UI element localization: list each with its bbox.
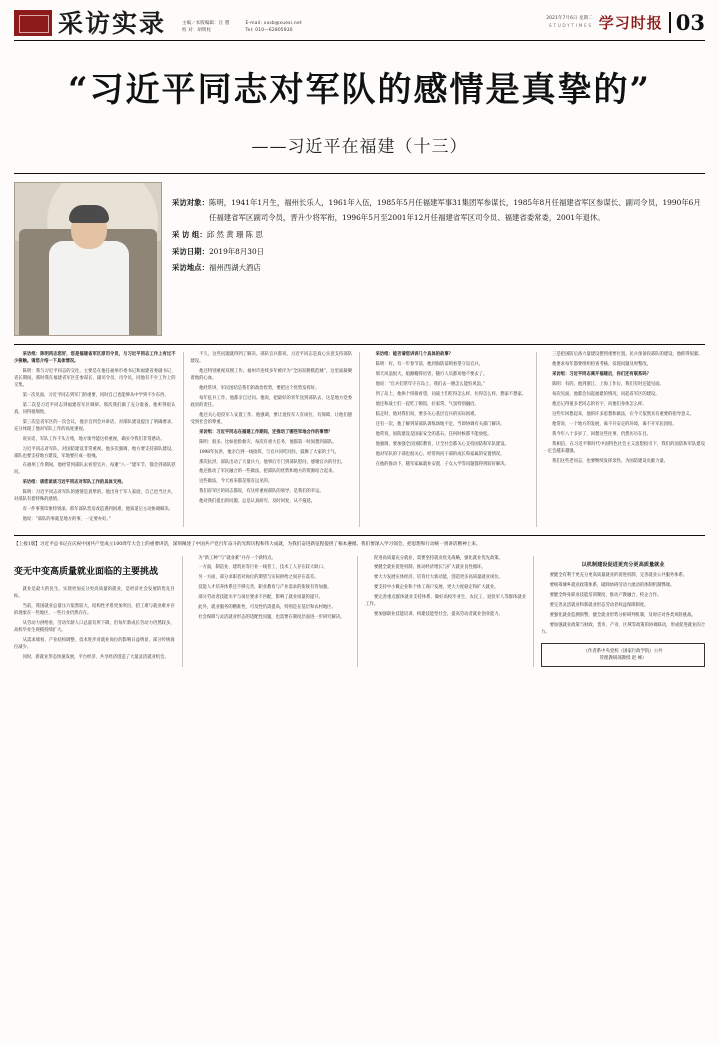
contact-line-4: Tel: 010—62805930 <box>245 28 293 33</box>
meta-value-subject: 陈明，1941年1月生，福州长乐人，1961年入伍，1985年5月任福建军事31集团军参谋长，1985年8月任福建省军区参谋长、副司令员，1990年6月任福建省军区副司令员，晋升少将军衔，1996年5月至2001年12月任福建省军区司令员、福建省委常委，2001年退休。 <box>208 198 701 222</box>
section-divider <box>14 535 705 536</box>
bottom-lead-text: 【上接1版】习近平总书记在庆祝中国共产党成立100周年大会上的重要讲话，深刻阐述了中国共产党百年奋斗的光辉历程和伟大成就，为我们奋进新征程提供了根本遵循。我们要深入学习领会，把思想和行动统一到讲话精神上来。 <box>14 542 481 548</box>
paragraph: 要健全就业促进机制，推动经济增长与扩大就业良性循环。 <box>373 565 486 571</box>
paragraph: 习近平同志对军队、对国防建设非常重视。他多次强调，地方要支持部队建设，部队也要支持地方建设，军地要拧成一股绳。 <box>14 446 176 459</box>
paragraph: 要强化就业监测预警，健全就业形势分析研判机制，及时应对各类风险挑战。 <box>549 612 696 618</box>
column-divider <box>182 556 183 667</box>
paragraph: 我们这些老同志，也要继续发挥余热，为国防建设贡献力量。 <box>552 458 669 464</box>
paragraph: 这些做法，今天看来都是很有远见的。 <box>199 479 273 485</box>
bottom-subsection-title: 以机制建设促进更充分更高质量就业 <box>581 561 665 568</box>
meta-row-date <box>172 245 705 260</box>
contact-line-3: E-mail: xxsb@xuexi.net <box>245 20 302 26</box>
masthead-contacts <box>182 20 230 35</box>
meta-label-place: 采访地点： <box>172 263 209 273</box>
bottom-columns <box>14 556 705 667</box>
article-column-2 <box>191 352 353 527</box>
paragraph: 在福州工作期间，他经常到部队去看望官兵，每逢“八一”建军节，都会到部队慰问。 <box>14 463 176 476</box>
meta-label-subject: 采访对象： <box>172 198 209 208</box>
meta-value-date: 2019年8月30日 <box>208 246 265 256</box>
paragraph: 要健全有利于更充分更高质量就业的促进机制，完善就业公共服务体系。 <box>549 572 688 578</box>
paragraph: 采访组：能否请您讲讲几个具体的故事？ <box>375 352 453 358</box>
paragraph: 他强调，要加强全民国防教育，让全社会都关心支持国防和军队建设。 <box>375 441 509 447</box>
masthead-right <box>546 12 705 33</box>
interview-card <box>14 173 705 345</box>
paragraph: 到了岛上，他挨个班排看望，问战士们吃得怎么样、住得怎么样、想家不想家。 <box>375 391 526 397</box>
paragraph: 有一件事我印象特别深。那年部队营房改造遇到困难，他知道后主动协调解决。 <box>22 507 173 513</box>
paragraph: 要加强职业技能培训，构建技能型社会，提高劳动者就业创业能力。 <box>373 612 503 618</box>
paragraph: 他还记得很多老同志的名字，问他们身体怎么样。 <box>552 401 647 407</box>
masthead-brand: 学习时报 <box>598 14 663 32</box>
paragraph: 就业是最大的民生。实现更加充分更高质量的就业，是经济社会发展的优先目标。 <box>14 587 175 599</box>
paragraph: 当前，我国就业总量压力依然较大，结构性矛盾更加突出，招工难与就业难并存的现象在一些地区、一些行业仍然存在。 <box>14 603 175 616</box>
paragraph: 每次见面，他都会问起福建的情况，问起省军区的建设。 <box>552 391 660 397</box>
bottom-column-2 <box>190 556 351 667</box>
article-column-4 <box>544 352 706 527</box>
paragraph: 他常说，国防建设是国家安全的基石，任何时候都不能放松。 <box>375 431 492 437</box>
paragraph: 一方面，制造业、建筑业等行业一线普工、技术工人存在较大缺口。 <box>198 565 328 571</box>
paragraph: 要健全终身职业技能培训制度，推动产教融合、校企合作。 <box>549 592 662 598</box>
paragraph: 陈明：我与习近平同志的交往，主要是在他任福州市委书记和福建省委副书记、省长期间。那时我在福建省军区任参谋长、副司令员、司令员，同他有不少工作上的交集。 <box>14 369 176 388</box>
section-title: 采访实录 <box>58 8 167 38</box>
paragraph: 陈明：习近平同志对军队的感情是真挚的。他出身于军人家庭，自己也当过兵，对部队有着特殊的感情。 <box>14 490 176 503</box>
paragraph: 陈明：好。有一年春节前，他到海防前哨看望守岛官兵。 <box>375 362 484 368</box>
bottom-column-1 <box>14 556 175 667</box>
paragraph: 他经常讲，军民团结是我们的政治优势，要把这个优势发挥好。 <box>199 385 320 391</box>
paragraph: 这些年回想起来，他的许多思想和做法，在今天依然具有重要的指导意义。 <box>552 411 694 417</box>
paragraph: 从劳动力供给看，劳动年龄人口总量有所下降，但每年新成长劳动力仍然较多，高校毕业生规模持续扩大。 <box>14 620 175 633</box>
meta-label-date: 采访日期： <box>172 246 209 256</box>
paragraph: 不久，这些问题就得到了解决。部队官兵都说，习近平同志是真心实意支持部队建设。 <box>190 352 352 365</box>
paragraph: 三是把国防后备力量建设摆到重要位置。民兵预备役部队的建设，他抓得很紧。 <box>552 352 703 358</box>
paragraph: 那天风浪很大，船颠簸得厉害，随行人员都劝他不要去了。 <box>375 372 488 377</box>
paragraph: 1998年抗洪，他亲自到一线指挥，与官兵同吃同住，鼓舞了大家的士气。 <box>199 449 339 455</box>
masthead-left <box>14 10 302 36</box>
paragraph: 我今年八十多岁了，回想这些往事，仍然历历在目。 <box>552 431 651 437</box>
meta-value-place: 福州西湖大酒店 <box>208 263 261 273</box>
column-divider <box>359 352 360 527</box>
bottom-column-3 <box>365 556 526 667</box>
publication-date: 2021年7月6日 星期二 <box>546 16 593 22</box>
column-divider <box>536 352 537 527</box>
masthead-date-block <box>546 15 593 29</box>
paragraph: 促进高质量充分就业，需要坚持就业优先战略，强化就业优先政策。 <box>373 555 503 561</box>
paragraph: 要统筹城乡就业政策体系，破除妨碍劳动力流动的体制机制弊端。 <box>549 582 675 588</box>
paragraph: 每年征兵工作，他都亲自过问。他说，把最好的青年送到部队去，这是地方党委政府的责任。 <box>190 395 352 408</box>
paragraph: 为“新工种”与“就业难”并存一个新特点。 <box>198 555 276 561</box>
article-subhead: ——习近平在福建（十三） <box>251 137 468 158</box>
paragraph: 我相信，在习近平新时代中国特色社会主义思想指引下，我们的国防和军队建设一定会越来越强。 <box>543 441 705 454</box>
paragraph: 采访组：习近平同志在福建工作期间，还推动了哪些军地合作的事情？ <box>199 429 333 435</box>
signoff-line-1: （作者系中央党校（国家行政学院）公共 <box>583 648 663 654</box>
paragraph: 他还关心退役军人安置工作。他强调，要让退役军人有岗位、有保障，让他们感受到社会的尊重。 <box>190 412 352 425</box>
paragraph: 还有一次，他了解到某部队训练场地不足，当即协调有关部门解决。 <box>375 421 505 427</box>
paragraph: 从需求端看，产业结构调整、技术进步对就业岗位的影响日益明显，部分传统岗位减少。 <box>14 637 175 650</box>
page-number: 03 <box>669 12 705 33</box>
paragraph: 陈明：有的。他到浙江、上海工作后，我们有时还能见面。 <box>552 381 664 387</box>
paragraph: 采访组：习近平同志离开福建后，你们还有联系吗？ <box>552 372 651 377</box>
article-column-1 <box>14 352 176 527</box>
paragraph: 他要求每年都要组织检查考核，发现问题及时整改。 <box>552 362 651 368</box>
paragraph: 第一次见面，习近平同志到军门的重要，同时自己也能够从中学到不少东西。 <box>22 392 169 398</box>
paragraph: 此外，就业服务的精准性、可及性仍需提高，特别是在基层和农村地区。 <box>198 605 336 611</box>
column-divider <box>183 352 184 527</box>
paragraph: 要大力发展实体经济，培育壮大新动能，创造更多高质量就业岗位。 <box>373 575 503 581</box>
paragraph: 他常说，一个地方的发展，离不开安定的环境，离不开军民团结。 <box>552 421 677 427</box>
author-signoff <box>541 643 705 667</box>
paragraph: 我们省军区的同志都说，有这样重视部队的领导，是我们的幸运。 <box>199 489 324 495</box>
column-divider <box>357 556 358 667</box>
bottom-section-title: 变无中变高质量就业面临的主要挑战 <box>14 566 159 577</box>
paragraph: 同时，新就业形态快速发展，平台经济、共享经济创造了大量灵活就业机会。 <box>22 654 169 660</box>
meta-row-subject <box>172 196 705 226</box>
paragraph: 要完善重点群体就业支持体系，做好高校毕业生、农民工、退役军人等群体就业工作。 <box>365 595 527 608</box>
column-divider <box>533 556 534 667</box>
paragraph: 第二次是习近平同志到福建省军区调研。那次我们做了充分准备，他听得很认真，问得很细致。 <box>14 402 176 415</box>
paragraph: 技能人才培养体系还不够完善，职业教育与产业需求的衔接有待加强。 <box>198 585 332 591</box>
paragraph: 社会保障与灵活就业形态的适配性问题，也需要在制度层面进一步研究解决。 <box>198 615 345 621</box>
masthead <box>14 10 705 41</box>
interview-metadata <box>172 182 705 336</box>
paragraph: 他对军队的干部也很关心，经常询问干部的成长和家属的安置情况。 <box>375 451 505 457</box>
paragraph: 那次抗洪，部队出动了大量兵力，他事后专门到部队慰问，感谢官兵的付出。 <box>199 459 346 465</box>
paragraph: 采访组：请您谈谈习近平同志对军队工作的具体支持。 <box>22 480 126 486</box>
paragraph: 他还特别重视双拥工作。福州市连续多年被评为“全国双拥模范城”，这里面凝聚着他的心血。 <box>190 369 352 381</box>
signoff-line-2: 管理教研部教授 赵 峰） <box>599 655 647 661</box>
contact-line-1: 主编／本版编辑：汪 曌 <box>182 20 230 26</box>
paragraph: 他还和战士们一起吃了顿饭，拉家常，气氛特别融洽。 <box>375 401 479 407</box>
meta-label-team: 采 访 组： <box>172 229 207 239</box>
paragraph: 临走时，他对我们说，要多关心基层官兵的实际困难。 <box>375 411 479 417</box>
meta-row-team <box>172 228 705 243</box>
article-columns <box>14 352 705 527</box>
paragraph: 他对我们提出的问题，总是认真研究、及时回复，从不拖延。 <box>199 499 316 505</box>
paragraph: 说实话，军队工作千头万绪，地方领导能这样重视，确实令我们非常感动。 <box>22 436 165 442</box>
paragraph: 要加强就业政策与财政、货币、产业、区域等政策的协调联动，形成促进就业的合力。 <box>541 622 706 635</box>
paragraph: 要支持中小微企业和个体工商户发展，更大力度稳定和扩大就业。 <box>373 585 499 591</box>
paragraph: 他还推动了军民融合的一些做法，把部队的优势和地方的资源结合起来。 <box>199 469 337 475</box>
paragraph: 第三次是省军区的一次会议，他亲自到会并讲话，对部队建设提出了明确要求，充分体现了他对军队工作的高度重视。 <box>14 419 176 432</box>
article-column-3 <box>367 352 529 527</box>
meta-value-team: 邱 然 黄 珊 陈 思 <box>206 229 263 239</box>
interviewee-portrait <box>14 182 162 336</box>
meta-row-place <box>172 261 705 276</box>
bottom-column-4 <box>541 556 705 667</box>
masthead-contacts-email <box>246 20 302 35</box>
paragraph: 部分劳动者技能水平与岗位要求不匹配，影响了就业质量的提升。 <box>198 595 323 601</box>
newspaper-logo-icon <box>14 10 52 36</box>
masthead-english-name: STUDYTIMES <box>548 23 593 29</box>
paragraph: 要完善灵活就业和新就业形态劳动者权益保障制度。 <box>549 602 649 608</box>
paragraph: 在他的推动下，随军家属就业安置、子女入学等问题都得到较好解决。 <box>375 461 509 467</box>
paragraph: 另一方面，部分求职者对岗位的期望与实际供给之间存在落差。 <box>198 575 319 581</box>
paragraph: 他说：“官兵们常年守在岛上，我们去一趟怎么能怕风浪。” <box>375 381 486 387</box>
paragraph: 采访组：陈明同志您好，您是福建省军区原司令员，与习近平同志工作上有过不少接触。请您介绍一下具体情况。 <box>14 352 176 365</box>
paragraph: 他说：“部队的事就是地方的事，一定要办好。” <box>22 517 111 523</box>
paragraph: 陈明：很多。比如抢险救灾，每次有重大任务，他都第一时间想到部队。 <box>199 439 337 445</box>
contact-line-2: 校 对：胡明柱 <box>182 28 212 33</box>
article-headline: “习近平同志对军队的感情是真挚的” <box>67 70 652 110</box>
